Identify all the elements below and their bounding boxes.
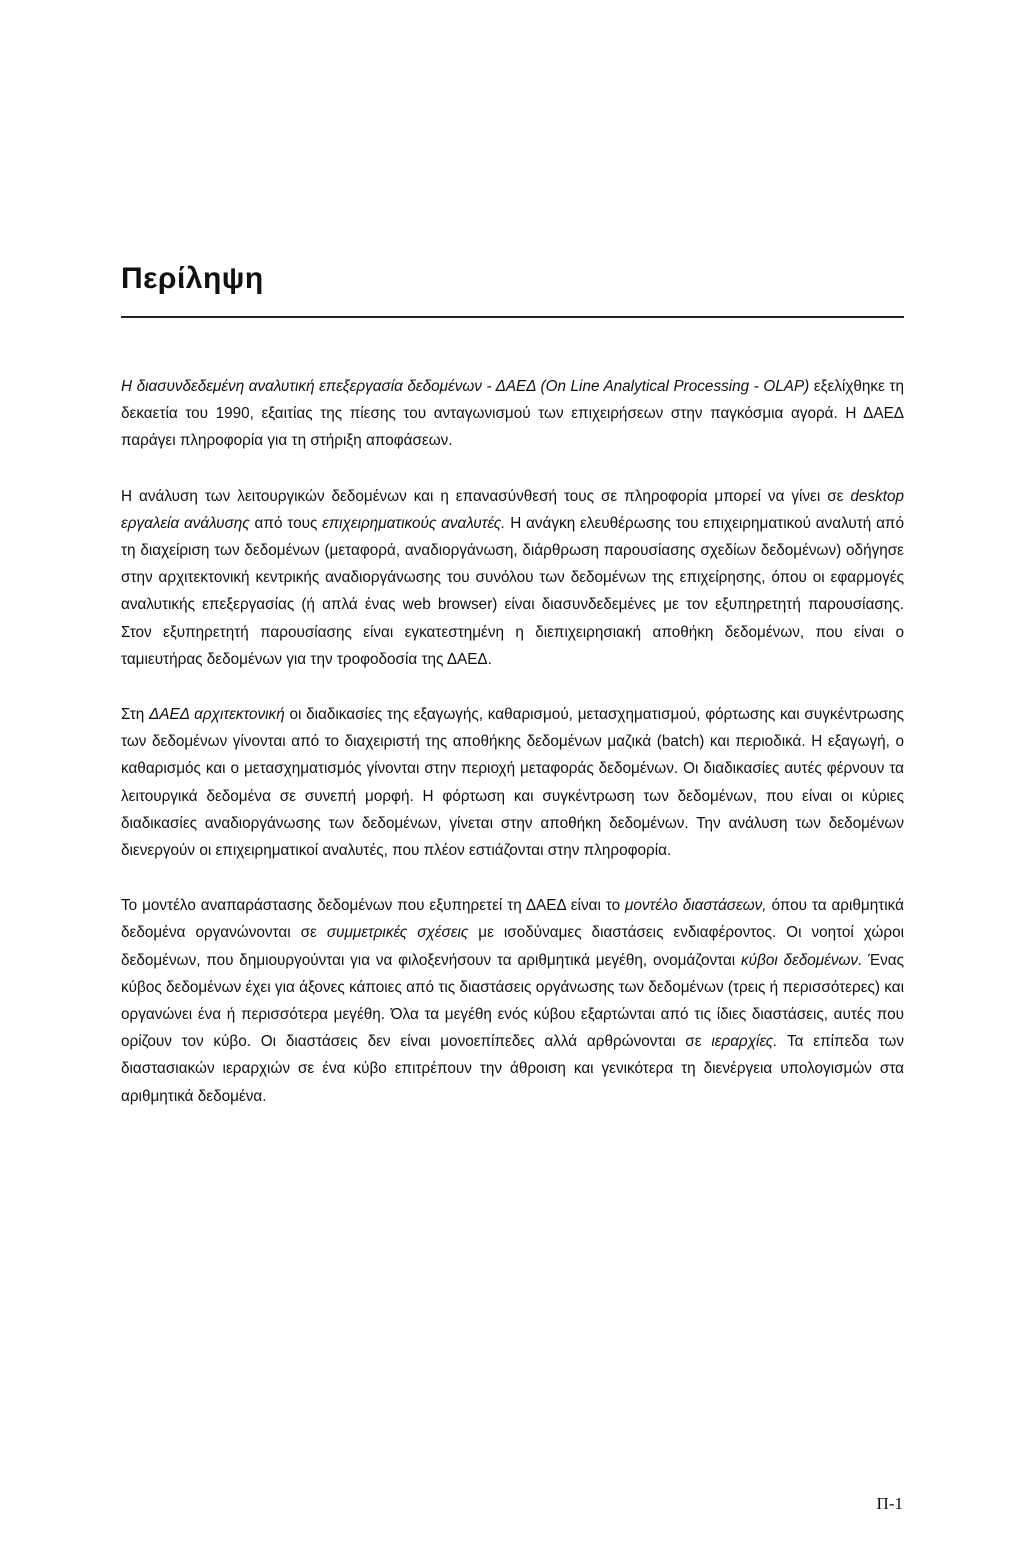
italic-text: ΔΑΕΔ αρχιτεκτονική — [149, 706, 285, 724]
italic-text: κύβοι δεδομένων. — [741, 951, 863, 969]
paragraph — [121, 701, 904, 864]
text-run: οι διαδικασίες της εξαγωγής, καθαρισμού, μετασχηματισμού, φόρτωσης και συγκέντρωσης των δεδομένων γίνονται από το διαχειριστή της αποθήκης δεδομένων μαζικά (batch) και περιοδικά. Η εξαγωγή, ο καθαρισμός και ο μετασχηματισμός γίνονται στην περιοχή μεταφοράς δεδομένων. Οι διαδικασίες αυτές φέρνουν τα λειτουργικά δεδομένα σε συνεπή μορφή. Η φόρτωση και συγκέντρωση των δεδομένων, που είναι οι κύριες διαδικασίες αναδιοργάνωσης των δεδομένων, γίνεται στην αποθήκη δεδομένων. Την ανάλυση των δεδομένων διενεργούν οι επιχειρηματικοί αναλυτές, που πλέον εστιάζονται στην πληροφορία. — [121, 706, 905, 860]
text-run: Ένας κύβος δεδομένων έχει για άξονες κάποιες από τις διαστάσεις οργάνωσης των δεδομένων (τρεις ή περισσότερες) και οργανώνει ένα ή περισσότερα μεγέθη. Όλα τα μεγέθη ενός κύβου εξαρτώνται από τις ίδιες διαστάσεις, αυτές που ορίζουν τον κύβο. Οι διαστάσεις δεν είναι μονοεπίπεδες αλλά αρθρώνονται σε — [121, 951, 904, 1051]
title-divider — [121, 316, 904, 318]
summary-body — [121, 373, 904, 1110]
italic-text: ιεραρχίες. — [711, 1033, 778, 1051]
italic-text: επιχειρηματικούς αναλυτές. — [322, 514, 506, 532]
text-run: Το μοντέλο αναπαράστασης δεδομένων που εξυπηρετεί τη ΔΑΕΔ είναι το — [121, 897, 625, 915]
paragraph — [121, 373, 904, 455]
paragraph — [121, 483, 904, 673]
text-run: Στη — [121, 706, 150, 724]
text-run: Η ανάλυση των λειτουργικών δεδομένων και η επανασύνθεσή τους σε πληροφορία μπορεί να γίνει σε — [121, 487, 851, 505]
page-title: Περίληψη — [121, 262, 264, 295]
page-number: Π-1 — [876, 1494, 903, 1513]
text-run: Η ανάγκη ελευθέρωσης του επιχειρηματικού αναλυτή από τη διαχείριση των δεδομένων (μεταφορά, αναδιοργάνωση, διάρθρωση παρουσίασης σχεδίων δεδομένων) οδήγησε στην αρχιτεκτονική κεντρικής αναδιοργάνωσης του συνόλου των δεδομένων της επιχείρησης, όπου οι εφαρμογές αναλυτικής επεξεργασίας (ή απλά ένας web browser) είναι διασυνδεδεμένες με τον εξυπηρετητή παρουσίασης. Στον εξυπηρετητή παρουσίασης είναι εγκατεστημένη η διεπιχειρησιακή αποθήκη δεδομένων, που είναι ο ταμιευτήρας δεδομένων για την τροφοδοσία της ΔΑΕΔ. — [121, 514, 904, 668]
text-run: Τα επίπεδα των διαστασιακών ιεραρχιών σε ένα κύβο επιτρέπουν την άθροιση και γενικότερα τη διενέργεια υπολογισμών στα αριθμητικά δεδομένα. — [121, 1033, 904, 1105]
text-run: όπου τα αριθμητικά δεδομένα οργανώνονται σε — [121, 897, 904, 942]
italic-text: μοντέλο διαστάσεων, — [625, 897, 767, 915]
text-run: από τους — [249, 514, 323, 532]
italic-text: συμμετρικές σχέσεις — [326, 924, 469, 942]
paragraph — [121, 892, 904, 1110]
text-run: εξελίχθηκε τη δεκαετία του 1990, εξαιτίας της πίεσης του ανταγωνισμού των επιχειρήσεων στην παγκόσμια αγορά. Η ΔΑΕΔ παράγει πληροφορία για τη στήριξη αποφάσεων. — [121, 378, 904, 450]
italic-text: Η διασυνδεδεμένη αναλυτική επεξεργασία δεδομένων - ΔΑΕΔ (On Line Analytical Processing - OLAP) — [121, 378, 810, 395]
text-run: με ισοδύναμες διαστάσεις ενδιαφέροντος. Οι νοητοί χώροι δεδομένων, που δημιουργούνται για να φιλοξενήσουν τα αριθμητικά μεγέθη, ονομάζονται — [121, 924, 904, 969]
italic-text: desktop εργαλεία ανάλυσης — [121, 487, 904, 532]
